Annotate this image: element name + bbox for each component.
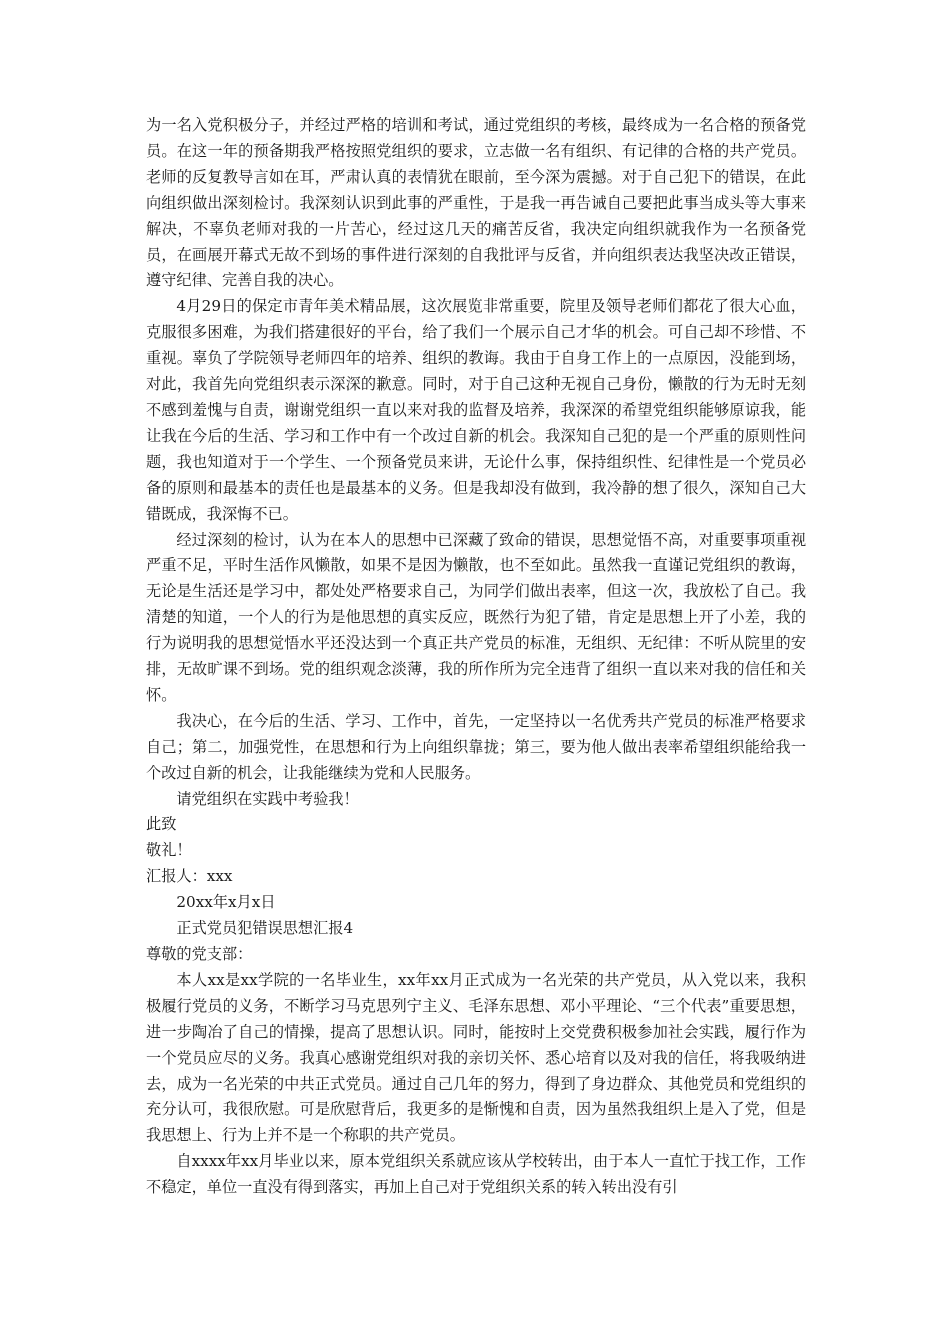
paragraph-4: 我决心，在今后的生活、学习、工作中，首先，一定坚持以一名优秀共产党员的标准严格要求自己；第二，加强党性，在思想和行为上向组织靠拢；第三，要为他人做出表率希望组织能给我一个改过自新的机会，让我能继续为党和人民服务。	[146, 711, 806, 782]
date-line: 20xx年x月x日	[176, 893, 276, 912]
paragraph-2: 4月29日的保定市青年美术精品展，这次展览非常重要，院里及领导老师们都花了很大心血，克服很多困难，为我们搭建很好的平台，给了我们一个展示自己才华的机会。可自己却不珍惜、不重视。辜负了学院领导老师四年的培养、组织的教诲。我由于自身工作上的一点原因，没能到场，对此，我首先向党组织表示深深的歉意。同时，对于自己这种无视自己身份，懒散的行为无时无刻不感到羞愧与自责，谢谢党组织一直以来对我的监督及培养，我深深的希望党组织能够原谅我，能让我在今后的生活、学习和工作中有一个改过自新的机会。我深知自己犯的是一个严重的原则性问题，我也知道对于一个学生、一个预备党员来讲，无论什么事，保持组织性、纪律性是一个党员必备的原则和最基本的责任也是最基本的义务。但是我却没有做到，我冷静的想了很久，深知自己大错既成，我深悔不已。	[146, 297, 806, 523]
section-heading: 正式党员犯错误思想汇报4	[176, 919, 354, 938]
reporter-line: 汇报人：xxx	[146, 867, 233, 886]
paragraph-7: 自xxxx年xx月毕业以来，原本党组织关系就应该从学校转出，由于本人一直忙于找工作，工作不稳定，单位一直没有得到落实，再加上自己对于党组织关系的转入转出没有引	[146, 1152, 806, 1197]
document-page	[146, 113, 806, 1201]
closing-jing-li: 敬礼！	[146, 841, 192, 860]
paragraph-5: 请党组织在实践中考验我！	[176, 789, 359, 808]
salutation: 尊敬的党支部：	[146, 945, 253, 963]
paragraph-3: 经过深刻的检讨，认为在本人的思想中已深藏了致命的错误，思想觉悟不高，对重要事项重视严重不足，平时生活作风懒散，如果不是因为懒散，也不至如此。虽然我一直谨记党组织的教诲，无论是生活还是学习中，都处处严格要求自己，为同学们做出表率，但这一次，我放松了自己。我清楚的知道，一个人的行为是他思想的真实反应，既然行为犯了错，肯定是思想上开了小差，我的行为说明我的思想觉悟水平还没达到一个真正共产党员的标准，无组织、无纪律：不听从院里的安排，无故旷课不到场。党的组织观念淡薄，我的所作所为完全违背了组织一直以来对我的信任和关怀。	[146, 530, 806, 704]
paragraph-6: 本人xx是xx学院的一名毕业生，xx年xx月正式成为一名光荣的共产党员，从入党以来，我积极履行党员的义务，不断学习马克思列宁主义、毛泽东思想、邓小平理论、“三个代表”重要思想，进一步陶冶了自己的情操，提高了思想认识。同时，能按时上交党费积极参加社会实践，履行作为一个党员应尽的义务。我真心感谢党组织对我的亲切关怀、悉心培育以及对我的信任，将我吸纳进去，成为一名光荣的中共正式党员。通过自己几年的努力，得到了身边群众、其他党员和党组织的充分认可，我很欣慰。可是欣慰背后，我更多的是惭愧和自责，因为虽然我组织上是入了党，但是我思想上、行为上并不是一个称职的共产党员。	[146, 970, 806, 1145]
paragraph-1: 为一名入党积极分子，并经过严格的培训和考试，通过党组织的考核，最终成为一名合格的预备党员。在这一年的预备期我严格按照党组织的要求，立志做一名有组织、有记律的合格的共产党员。老师的反复教导言如在耳，严肃认真的表情犹在眼前，至今深为震撼。对于自己犯下的错误，在此向组织做出深刻检讨。我深刻认识到此事的严重性，于是我一再告诫自己要把此事当成头等大事来解决，不辜负老师对我的一片苦心，经过这几天的痛苦反省，我决定向组织就我作为一名预备党员，在画展开幕式无故不到场的事件进行深刻的自我批评与反省，并向组织表达我坚决改正错误，遵守纪律、完善自我的决心。	[146, 116, 806, 290]
closing-ci-zhi: 此致	[146, 815, 177, 834]
